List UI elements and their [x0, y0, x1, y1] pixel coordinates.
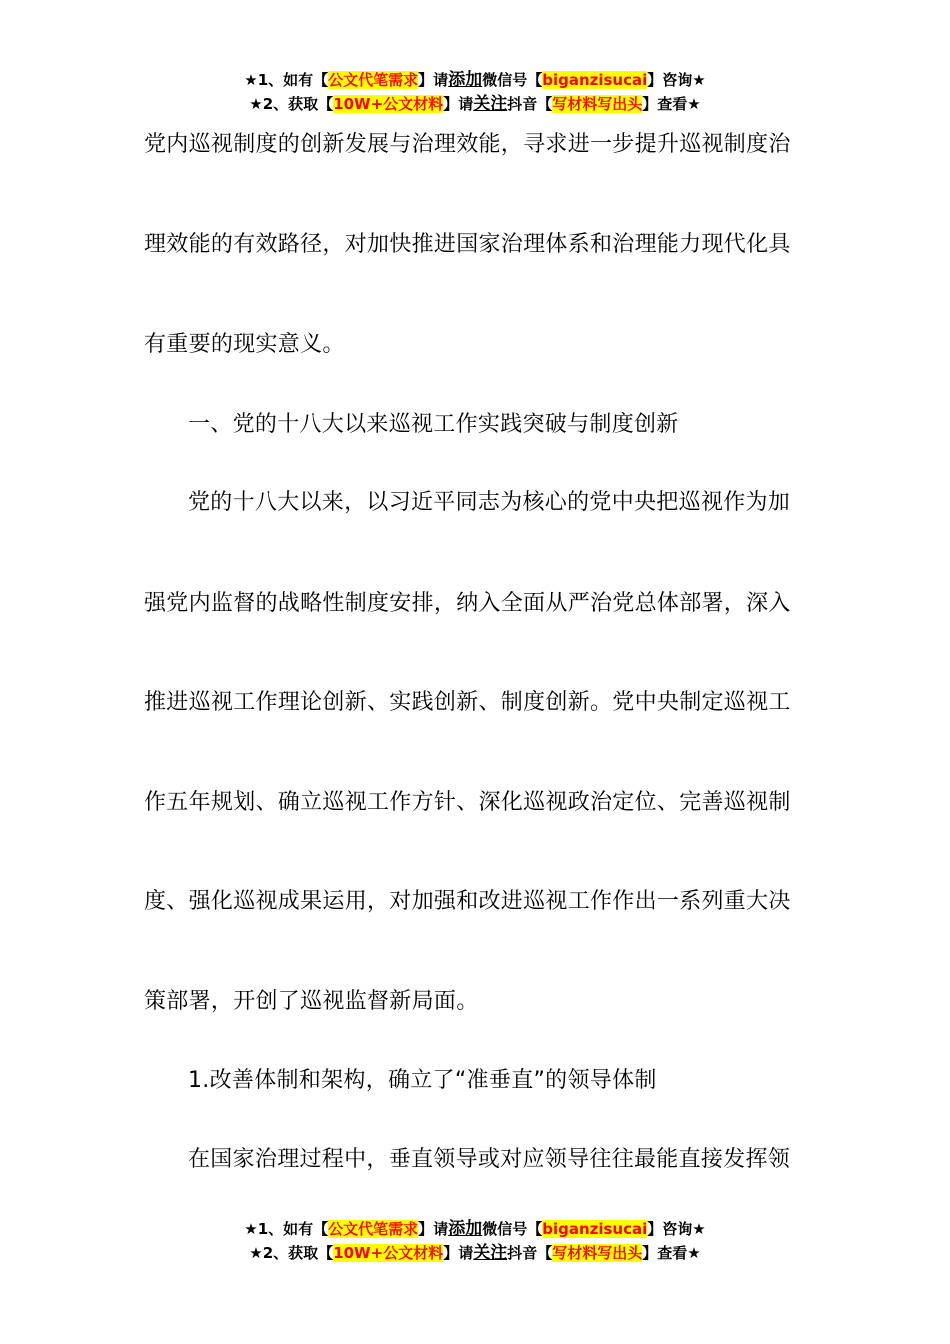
footer-line-1-suffix: 】咨询★ — [647, 1220, 706, 1238]
subsection-heading: 1.改善体制和架构，确立了“准垂直”的领导体制 — [188, 1068, 657, 1093]
banner-highlight-douyin-account: 写材料写出头 — [552, 95, 643, 113]
footer-line-1-emphasis: 添加 — [448, 1219, 483, 1239]
footer-highlight-service: 公文代笔需求 — [328, 1220, 419, 1238]
section-heading: 一、党的十八大以来巡视工作实践突破与制度创新 — [188, 412, 679, 437]
body-text-line: 党的十八大以来，以习近平同志为核心的党中央把巡视作为加 — [188, 490, 791, 515]
body-text-line: 作五年规划、确立巡视工作方针、深化巡视政治定位、完善巡视制 — [144, 790, 791, 815]
footer-line-2-emphasis: 关注 — [473, 1243, 508, 1263]
body-text-line: 策部署，开创了巡视监督新局面。 — [144, 989, 479, 1014]
banner-line-1-mid2: 微信号【 — [482, 71, 543, 89]
banner-highlight-wechat-id: biganzisucai — [542, 71, 648, 89]
banner-line-2 — [0, 92, 950, 116]
banner-line-1-suffix: 】咨询★ — [647, 71, 706, 89]
footer-banner — [0, 1217, 950, 1265]
banner-line-2-mid1: 】请 — [443, 95, 474, 113]
footer-line-1-mid2: 微信号【 — [482, 1220, 543, 1238]
footer-line-2-mid2: 抖音【 — [507, 1244, 553, 1262]
banner-highlight-materials: 10W+公文材料 — [333, 95, 444, 113]
banner-line-1-emphasis: 添加 — [448, 70, 483, 90]
header-banner — [0, 68, 950, 116]
footer-banner-line-2 — [0, 1241, 950, 1265]
banner-line-2-suffix: 】查看★ — [642, 95, 701, 113]
banner-line-2-mid2: 抖音【 — [507, 95, 553, 113]
banner-line-1-mid1: 】请 — [418, 71, 449, 89]
footer-line-2-mid1: 】请 — [443, 1244, 474, 1262]
footer-highlight-douyin-account: 写材料写出头 — [552, 1244, 643, 1262]
body-text-line: 在国家治理过程中，垂直领导或对应领导往往最能直接发挥领 — [188, 1147, 791, 1172]
body-text-line: 推进巡视工作理论创新、实践创新、制度创新。党中央制定巡视工 — [144, 690, 791, 715]
banner-line-1-prefix: ★1、如有【 — [244, 71, 329, 89]
body-text-line: 度、强化巡视成果运用，对加强和改进巡视工作作出一系列重大决 — [144, 889, 791, 914]
body-text-line: 强党内监督的战略性制度安排，纳入全面从严治党总体部署，深入 — [144, 591, 791, 616]
footer-banner-line-1 — [0, 1217, 950, 1241]
body-text-line: 党内巡视制度的创新发展与治理效能，寻求进一步提升巡视制度治 — [144, 132, 791, 157]
footer-line-1-mid1: 】请 — [418, 1220, 449, 1238]
footer-highlight-wechat-id: biganzisucai — [542, 1220, 648, 1238]
body-text-line: 有重要的现实意义。 — [144, 332, 345, 357]
banner-highlight-service: 公文代笔需求 — [328, 71, 419, 89]
banner-line-1 — [0, 68, 950, 92]
body-text-line: 理效能的有效路径，对加快推进国家治理体系和治理能力现代化具 — [144, 232, 791, 257]
banner-line-2-emphasis: 关注 — [473, 94, 508, 114]
footer-line-2-prefix: ★2、获取【 — [249, 1244, 334, 1262]
footer-line-2-suffix: 】查看★ — [642, 1244, 701, 1262]
footer-line-1-prefix: ★1、如有【 — [244, 1220, 329, 1238]
footer-highlight-materials: 10W+公文材料 — [333, 1244, 444, 1262]
banner-line-2-prefix: ★2、获取【 — [249, 95, 334, 113]
